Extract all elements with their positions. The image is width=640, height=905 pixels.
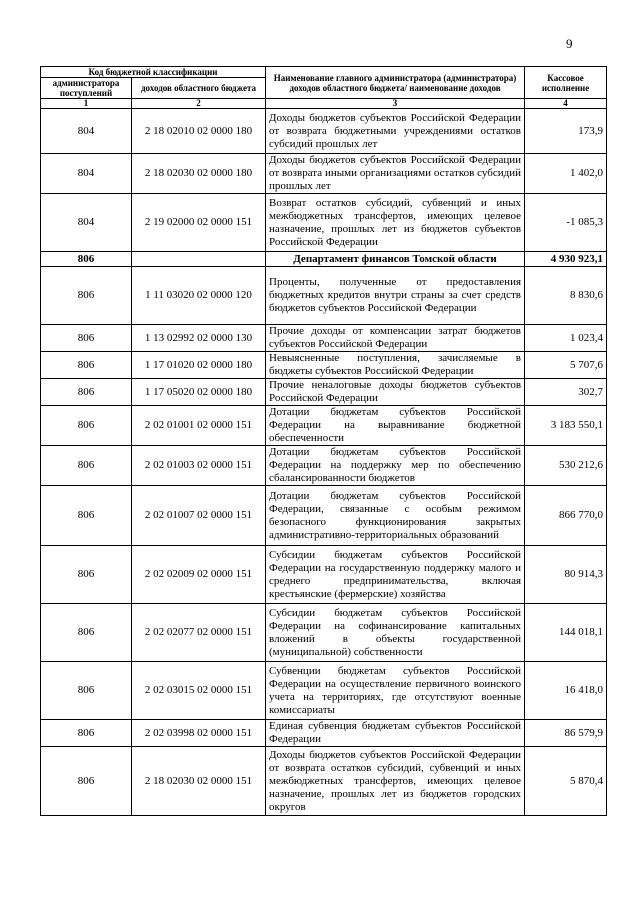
revenue-name-cell: Единая субвенция бюджетам субъектов Российской Федерации [266,720,525,747]
page-number: 9 [566,36,573,51]
header-revenues: доходов областного бюджета [132,78,266,99]
column-number: 2 [132,99,266,109]
table-header [41,67,607,109]
admin-code-cell: 806 [41,406,132,446]
revenue-name-cell: Департамент финансов Томской области [266,252,525,267]
table-row [41,720,607,747]
table-row [41,486,607,546]
revenue-code-cell: 2 18 02030 02 0000 151 [132,747,266,816]
table-row [41,267,607,325]
amount-cell: 8 830,6 [525,267,607,325]
revenue-name-cell: Субвенции бюджетам субъектов Российской Федерации на осуществление первичного воинского учета на территориях, где отсутствуют военные комиссариаты [266,662,525,720]
admin-code-cell: 804 [41,194,132,252]
revenue-code-cell: 2 02 02077 02 0000 151 [132,604,266,662]
header-classification: Код бюджетной классификации [41,67,266,78]
header-name: Наименование главного администратора (администратора) доходов областного бюджета/ наименование доходов [266,67,525,99]
admin-code-cell: 806 [41,325,132,352]
revenue-code-cell: 1 17 01020 02 0000 180 [132,352,266,379]
amount-cell: 530 212,6 [525,446,607,486]
header-execution: Кассовое исполнение [525,67,607,99]
revenue-name-cell: Доходы бюджетов субъектов Российской Федерации от возврата иными организациями остатков субсидий прошлых лет [266,154,525,194]
revenue-name-cell: Дотации бюджетам субъектов Российской Федерации, связанные с особым режимом безопасного функционирования закрытых административно-территориальных образований [266,486,525,546]
amount-cell: 4 930 923,1 [525,252,607,267]
table-row [41,154,607,194]
revenue-code-cell: 2 02 03998 02 0000 151 [132,720,266,747]
amount-cell: 302,7 [525,379,607,406]
column-number: 4 [525,99,607,109]
table-row [41,352,607,379]
revenue-name-cell: Проценты, полученные от предоставления бюджетных кредитов внутри страны за счет средств бюджетов субъектов Российской Федерации [266,267,525,325]
table-row [41,406,607,446]
revenue-code-cell: 2 02 02009 02 0000 151 [132,546,266,604]
amount-cell: 1 023,4 [525,325,607,352]
revenue-name-cell: Субсидии бюджетам субъектов Российской Федерации на государственную поддержку малого и среднего предпринимательства, включая крестьянские (фермерские) хозяйства [266,546,525,604]
table-body [41,109,607,816]
amount-cell: 144 018,1 [525,604,607,662]
admin-code-cell: 806 [41,486,132,546]
revenue-name-cell: Дотации бюджетам субъектов Российской Федерации на поддержку мер по обеспечению сбалансированности бюджетов [266,446,525,486]
table-row [41,325,607,352]
amount-cell: 3 183 550,1 [525,406,607,446]
admin-code-cell: 806 [41,546,132,604]
revenue-code-cell: 2 02 03015 02 0000 151 [132,662,266,720]
table-row [41,747,607,816]
revenue-code-cell: 2 18 02010 02 0000 180 [132,109,266,154]
revenue-name-cell: Доходы бюджетов субъектов Российской Федерации от возврата остатков субсидий, субвенций и иных межбюджетных трансфертов, имеющих целевое назначение, прошлых лет из бюджетов городских округов [266,747,525,816]
table-row [41,662,607,720]
revenue-code-cell: 1 11 03020 02 0000 120 [132,267,266,325]
column-number: 1 [41,99,132,109]
revenue-name-cell: Прочие неналоговые доходы бюджетов субъектов Российской Федерации [266,379,525,406]
table-row [41,446,607,486]
column-number: 3 [266,99,525,109]
amount-cell: 16 418,0 [525,662,607,720]
admin-code-cell: 806 [41,252,132,267]
revenue-name-cell: Возврат остатков субсидий, субвенций и иных межбюджетных трансфертов, имеющих целевое назначение, прошлых лет из бюджетов субъектов Российской Федерации [266,194,525,252]
admin-code-cell: 806 [41,352,132,379]
revenue-name-cell: Невыясненные поступления, зачисляемые в бюджеты субъектов Российской Федерации [266,352,525,379]
table-row [41,194,607,252]
revenue-code-cell [132,252,266,267]
admin-code-cell: 804 [41,109,132,154]
table-row [41,546,607,604]
revenue-code-cell: 2 02 01003 02 0000 151 [132,446,266,486]
amount-cell: 5 707,6 [525,352,607,379]
revenue-code-cell: 1 17 05020 02 0000 180 [132,379,266,406]
revenue-name-cell: Прочие доходы от компенсации затрат бюджетов субъектов Российской Федерации [266,325,525,352]
amount-cell: 86 579,9 [525,720,607,747]
revenue-name-cell: Субсидии бюджетам субъектов Российской Федерации на софинансирование капитальных вложений в объекты государственной (муниципальной) собственности [266,604,525,662]
admin-code-cell: 806 [41,662,132,720]
budget-revenue-table [40,66,607,816]
revenue-name-cell: Доходы бюджетов субъектов Российской Федерации от возврата бюджетными учреждениями остатков субсидий прошлых лет [266,109,525,154]
table-row [41,379,607,406]
admin-code-cell: 804 [41,154,132,194]
revenue-code-cell: 1 13 02992 02 0000 130 [132,325,266,352]
revenue-code-cell: 2 02 01007 02 0000 151 [132,486,266,546]
admin-code-cell: 806 [41,379,132,406]
amount-cell: 80 914,3 [525,546,607,604]
header-administrator: администратора поступлений [41,78,132,99]
amount-cell: 5 870,4 [525,747,607,816]
admin-code-cell: 806 [41,747,132,816]
admin-code-cell: 806 [41,267,132,325]
admin-code-cell: 806 [41,720,132,747]
revenue-code-cell: 2 19 02000 02 0000 151 [132,194,266,252]
admin-code-cell: 806 [41,446,132,486]
amount-cell: -1 085,3 [525,194,607,252]
department-row [41,252,607,267]
amount-cell: 866 770,0 [525,486,607,546]
table-row [41,109,607,154]
revenue-code-cell: 2 02 01001 02 0000 151 [132,406,266,446]
table-row [41,604,607,662]
revenue-code-cell: 2 18 02030 02 0000 180 [132,154,266,194]
revenue-name-cell: Дотации бюджетам субъектов Российской Федерации на выравнивание бюджетной обеспеченности [266,406,525,446]
admin-code-cell: 806 [41,604,132,662]
amount-cell: 1 402,0 [525,154,607,194]
amount-cell: 173,9 [525,109,607,154]
